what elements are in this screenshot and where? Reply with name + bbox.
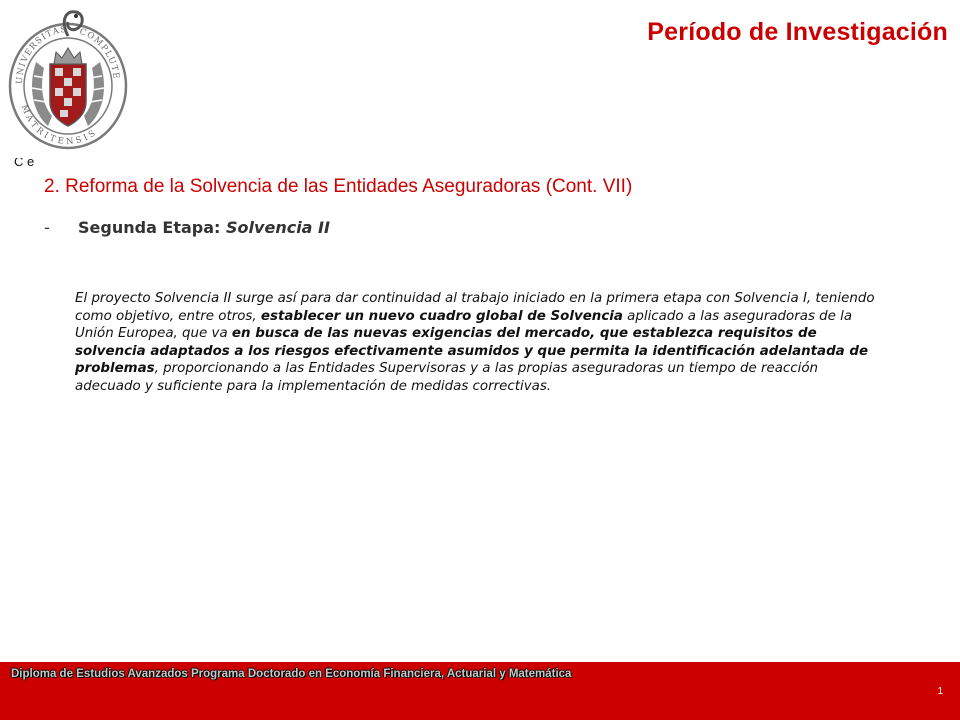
- bullet-dash: -: [44, 218, 50, 237]
- obscured-subtitle-fragment: C e: [14, 158, 35, 169]
- section-heading: 2. Reforma de la Solvencia de las Entidades Aseguradoras (Cont. VII): [44, 176, 633, 197]
- university-seal-logo: [6, 6, 130, 152]
- paragraph-emphasis-2: en busca de las nuevas exigencias del mercado, que establezca requisitos de solvencia adaptados a los riesgos efectivamente asumidos y que permita la identificación adelantada de problemas: [75, 326, 869, 377]
- paragraph-text-2: aplicado a las aseguradoras de la Unión Europea, que va: [75, 308, 853, 342]
- svg-text:UNIVERSITAS · COMPLUTENSIS: UNIVERSITAS · COMPLUTE: [14, 24, 121, 85]
- page-title: Período de Investigación: [647, 18, 948, 46]
- stage-name: Solvencia II: [226, 218, 330, 237]
- page-number: 1: [937, 686, 943, 697]
- footer-bar: [0, 662, 960, 720]
- svg-text:MATRITENSIS: MATRITENSIS: [18, 103, 100, 148]
- paragraph-text-3: , proporcionando a las Entidades Supervisoras y a las propias aseguradoras un tiempo de reacción adecuado y suficiente para la implementación de medidas correctivas.: [75, 361, 819, 394]
- paragraph-text-1: El proyecto Solvencia II surge así para dar continuidad al trabajo iniciado en la primera etapa con Solvencia I, teniendo como objetivo, entre otros,: [75, 291, 875, 324]
- stage-line: [44, 218, 330, 237]
- paragraph-emphasis-1: establecer un nuevo cuadro global de Solvencia: [260, 308, 623, 324]
- footer-program-text: Diploma de Estudios Avanzados Programa Doctorado en Economía Financiera, Actuarial y Matemática: [11, 668, 572, 680]
- body-paragraph: [75, 290, 875, 396]
- seal-icon: [6, 6, 130, 152]
- stage-label: Segunda Etapa:: [78, 218, 221, 237]
